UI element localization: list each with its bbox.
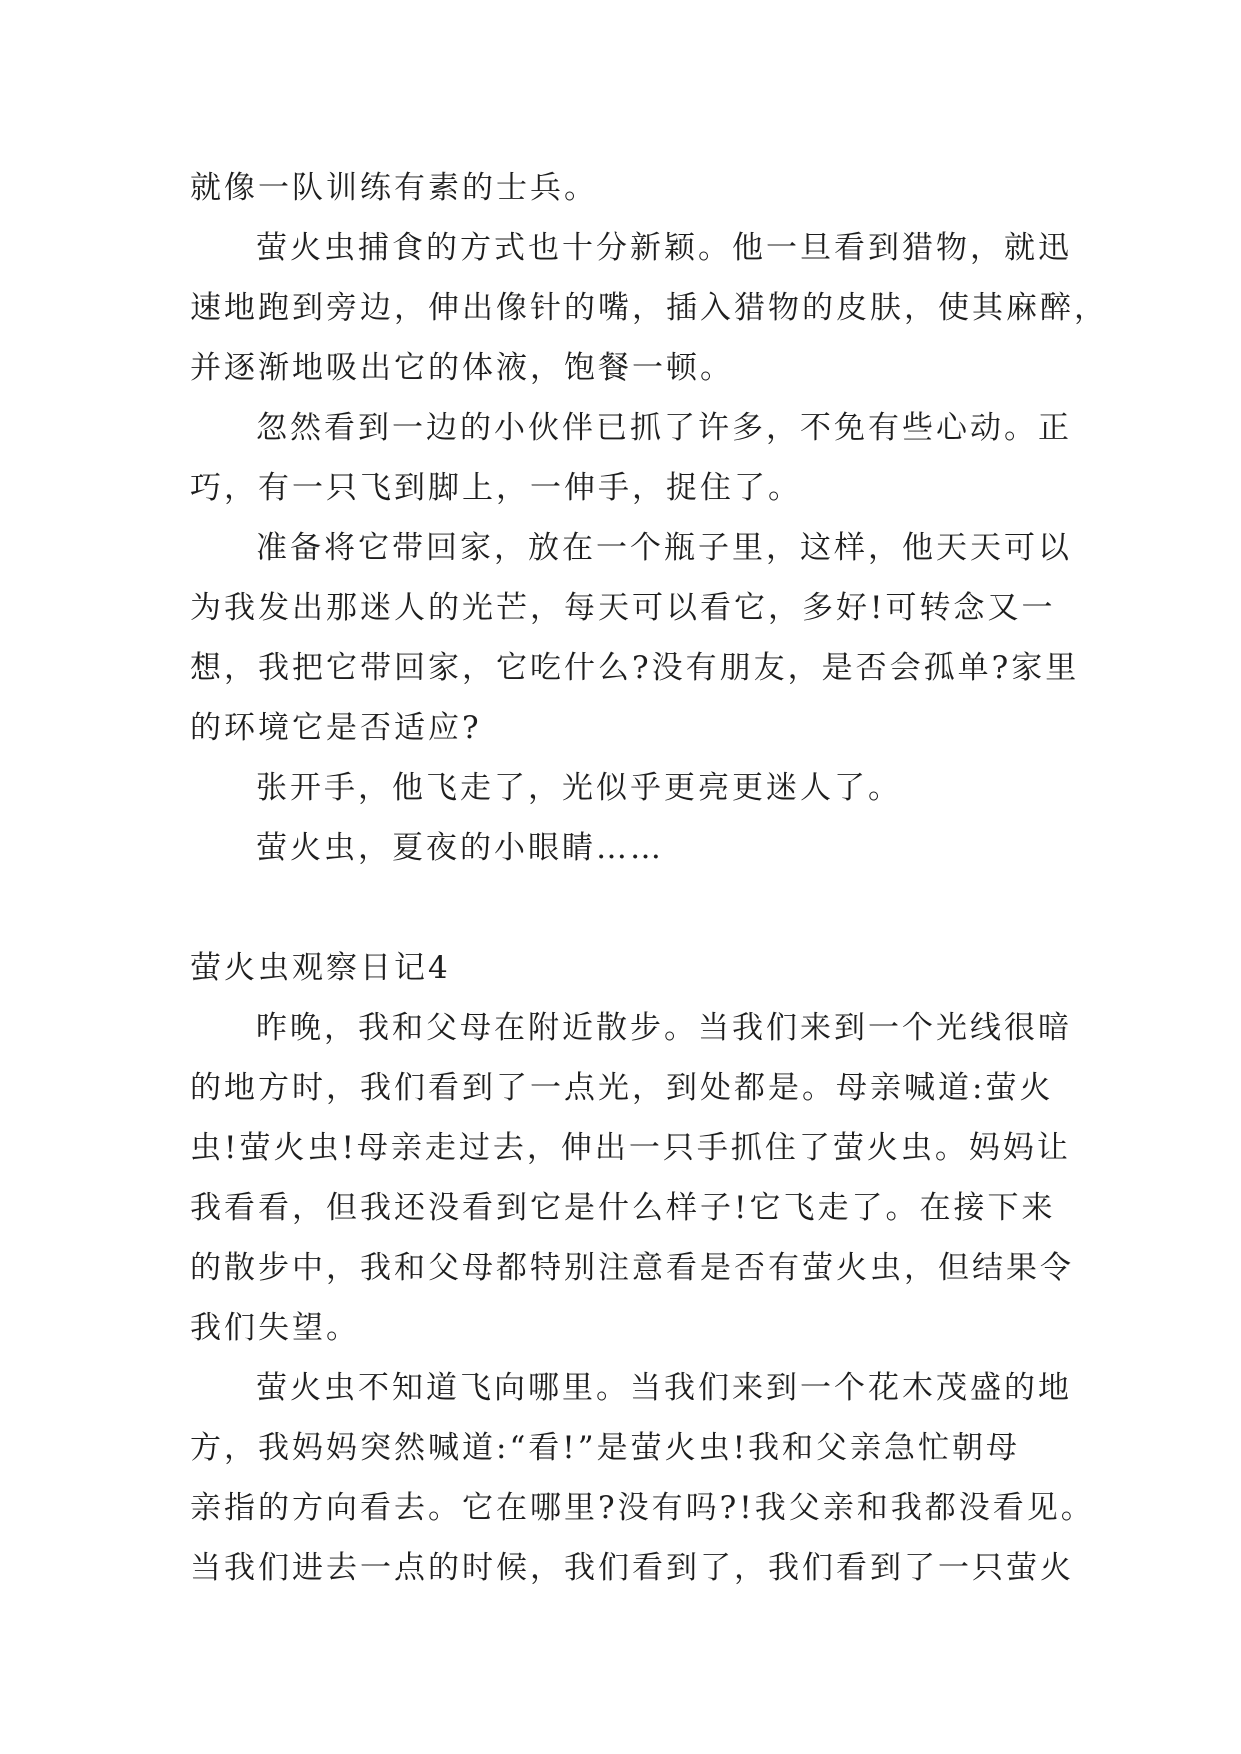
paragraph-first-line: 张开手，他飞走了，光似乎更亮更迷人了。 xyxy=(256,770,902,806)
text-line: 巧，有一只飞到脚上，一伸手，捉住了。 xyxy=(190,470,802,506)
paragraph-first-line: 忽然看到一边的小伙伴已抓了许多，不免有些心动。正 xyxy=(256,410,1072,446)
text-line: 当我们进去一点的时候，我们看到了，我们看到了一只萤火 xyxy=(190,1550,1074,1586)
text-line: 虫!萤火虫!母亲走过去，伸出一只手抓住了萤火虫。妈妈让 xyxy=(190,1130,1071,1166)
paragraph-first-line: 萤火虫不知道飞向哪里。当我们来到一个花木茂盛的地 xyxy=(256,1370,1072,1406)
text-line: 就像一队训练有素的士兵。 xyxy=(190,170,598,206)
text-line: 想，我把它带回家，它吃什么?没有朋友，是否会孤单?家里 xyxy=(190,650,1080,686)
paragraph-first-line: 萤火虫，夏夜的小眼睛…… xyxy=(256,830,664,866)
paragraph-first-line: 准备将它带回家，放在一个瓶子里，这样，他天天可以 xyxy=(256,530,1072,566)
text-line: 亲指的方向看去。它在哪里?没有吗?!我父亲和我都没看见。 xyxy=(190,1490,1095,1526)
text-line: 方，我妈妈突然喊道:“看!”是萤火虫!我和父亲急忙朝母 xyxy=(190,1430,1021,1466)
text-line: 的地方时，我们看到了一点光，到处都是。母亲喊道:萤火 xyxy=(190,1070,1054,1106)
document-body xyxy=(190,158,1108,1598)
blank-line xyxy=(190,878,1070,938)
text-line: 的散步中，我和父母都特别注意看是否有萤火虫，但结果令 xyxy=(190,1250,1074,1286)
text-line: 并逐渐地吸出它的体液，饱餐一顿。 xyxy=(190,350,734,386)
text-line: 为我发出那迷人的光芒，每天可以看它，多好!可转念又一 xyxy=(190,590,1056,626)
text-line: 速地跑到旁边，伸出像针的嘴，插入猎物的皮肤，使其麻醉， xyxy=(190,290,1108,326)
text-line: 我们失望。 xyxy=(190,1310,360,1346)
text-line: 我看看，但我还没看到它是什么样子!它飞走了。在接下来 xyxy=(190,1190,1056,1226)
text-line: 的环境它是否适应? xyxy=(190,710,482,746)
paragraph-first-line: 昨晚，我和父母在附近散步。当我们来到一个光线很暗 xyxy=(256,1010,1072,1046)
section-title: 萤火虫观察日记4 xyxy=(190,950,451,986)
paragraph-first-line: 萤火虫捕食的方式也十分新颖。他一旦看到猎物，就迅 xyxy=(256,230,1072,266)
